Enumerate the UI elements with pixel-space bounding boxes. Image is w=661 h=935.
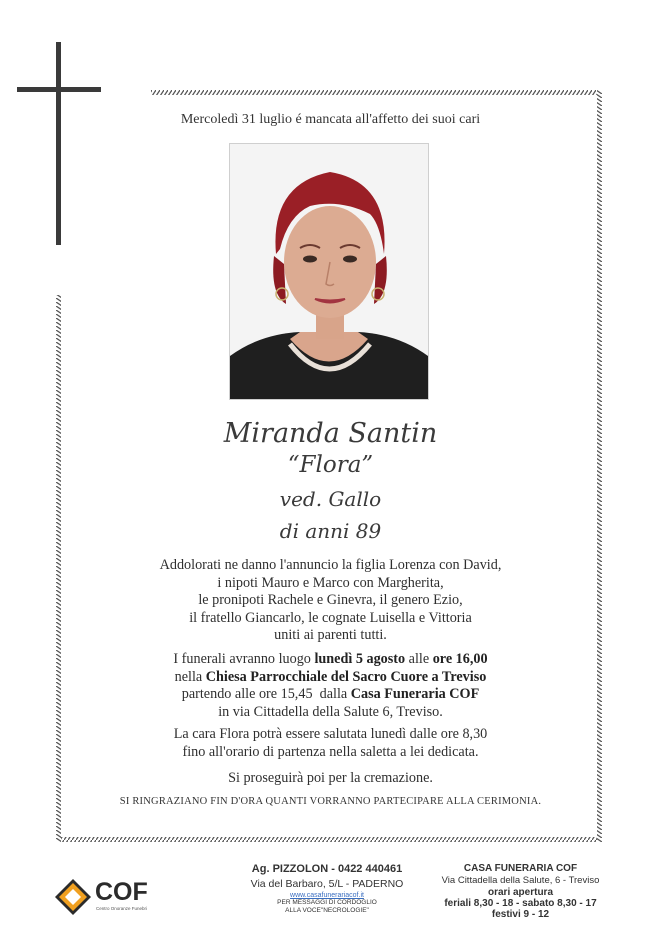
funeral-in: nella	[174, 668, 206, 685]
funeral-home-title: CASA FUNERARIA COF	[463, 863, 578, 874]
cof-logo-subtitle: Centro Onoranze Funebri	[96, 906, 148, 911]
agency-message-line: PER MESSAGGI DI CORDOGLIO	[277, 899, 377, 906]
funeral-home: Casa Funeraria COF	[350, 686, 480, 703]
agency-message-line: ALLA VOCE"NECROLOGIE"	[285, 907, 369, 914]
deceased-name: Miranda Santin	[223, 418, 438, 449]
visitation-line: fino all'orario di partenza nella saletta a lei dedicata.	[182, 743, 479, 760]
agency-website-link[interactable]: www.casafunerariacof.it	[290, 892, 364, 899]
visitation-line: La cara Flora potrà essere salutata lunedì dalle ore 8,30	[173, 726, 488, 742]
agency-title: Ag. PIZZOLON - 0422 440461	[251, 863, 403, 875]
funeral-time: ore 16,00	[432, 651, 488, 667]
funeral-paragraph	[0, 651, 661, 721]
cof-logo	[53, 877, 163, 917]
mourners-paragraph	[0, 557, 661, 645]
mourners-line: le pronipoti Rachele e Ginevra, il genero Ezio,	[198, 592, 463, 609]
funeral-date: lunedì 5 agosto	[314, 651, 406, 667]
cof-logo-text: COF	[95, 878, 148, 906]
mourners-line: uniti ai parenti tutti.	[274, 627, 387, 644]
funeral-intro: I funerali avranno luogo	[173, 651, 315, 667]
funeral-home-address: Via Cittadella della Salute, 6 - Treviso	[441, 875, 600, 886]
deceased-nickname: “Flora”	[287, 452, 374, 478]
funeral-line-4: in via Cittadella della Salute 6, Treviso.	[218, 703, 443, 720]
mourners-line: i nipoti Mauro e Marco con Margherita,	[217, 574, 444, 591]
agency-address: Via del Barbaro, 5/L - PADERNO	[250, 878, 404, 890]
funeral-line-3	[0, 686, 661, 704]
funeral-church: Chiesa Parrocchiale del Sacro Cuore a Treviso	[205, 668, 487, 685]
mourners-line: Addolorati ne danno l'annuncio la figlia Lorenza con David,	[159, 557, 502, 573]
opening-hours-holidays: festivi 9 - 12	[491, 909, 550, 920]
opening-hours-weekdays: feriali 8,30 - 18 - sabato 8,30 - 17	[444, 898, 597, 909]
cremation-note: Si proseguirà poi per la cremazione.	[228, 770, 433, 786]
footer	[0, 855, 661, 935]
funeral-line-2	[0, 669, 661, 687]
opening-hours-label: orari apertura	[487, 887, 554, 898]
death-announcement: Mercoledì 31 luglio é mancata all'affetto dei suoi cari	[180, 112, 481, 127]
funeral-home-info	[428, 863, 613, 920]
cof-diamond-icon	[53, 877, 93, 917]
mourners-line: il fratello Giancarlo, le cognate Luisella e Vittoria	[189, 609, 472, 626]
funeral-at: alle	[405, 651, 433, 667]
visitation-paragraph	[0, 726, 661, 761]
funeral-departure: partendo alle ore 15,45 dalla	[181, 686, 351, 703]
portrait-image	[230, 144, 428, 399]
deceased-age: di anni 89	[279, 519, 382, 543]
portrait-photo	[229, 143, 429, 400]
agency-info	[242, 863, 412, 915]
thanks-note: SI RINGRAZIANO FIN D'ORA QUANTI VORRANNO PARTECIPARE ALLA CERIMONIA.	[119, 796, 542, 807]
funeral-line-1	[0, 651, 661, 669]
deceased-widow-of: ved. Gallo	[279, 487, 382, 511]
